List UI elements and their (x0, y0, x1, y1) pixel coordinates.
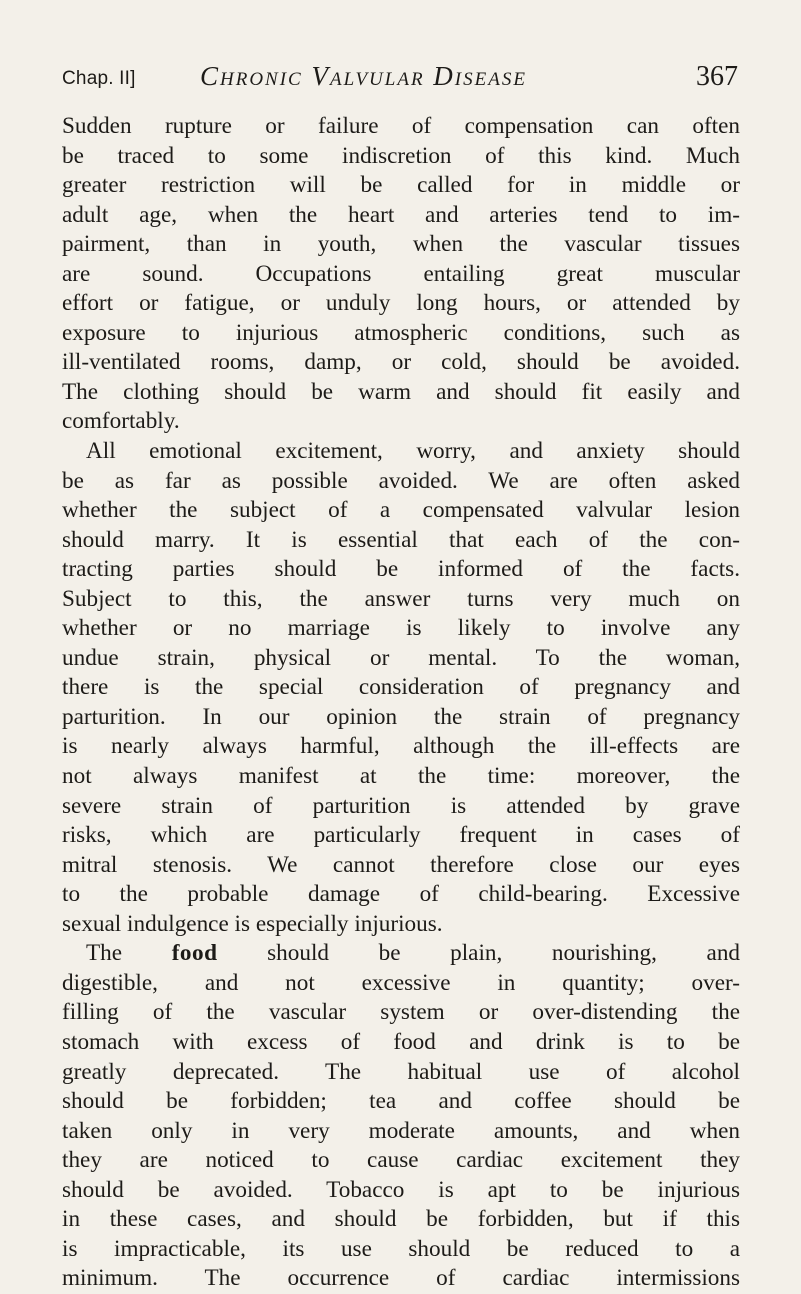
text-line: whether or no marriage is likely to involve any (62, 615, 740, 642)
chapter-label: Chap. II] (62, 68, 136, 89)
text-line: are sound. Occupations entailing great muscular (62, 260, 740, 287)
text-line: adult age, when the heart and arteries tend to im- (62, 201, 740, 228)
text-line: be as far as possible avoided. We are often asked (62, 467, 740, 494)
text-line: exposure to injurious atmospheric conditions, such as (62, 319, 740, 346)
text-line: pairment, than in youth, when the vascular tissues (62, 231, 740, 258)
text-line: to the probable damage of child-bearing. Excessive (62, 881, 740, 908)
text-line: stomach with excess of food and drink is to be (62, 1028, 740, 1055)
text-line: undue strain, physical or mental. To the woman, (62, 644, 740, 671)
food-lead: The (86, 940, 123, 967)
text-line: should be forbidden; tea and coffee should be (62, 1088, 740, 1115)
text-line: comfortably. (62, 408, 180, 435)
text-line: mitral stenosis. We cannot therefore close our eyes (62, 851, 740, 878)
text-line: should marry. It is essential that each of the con- (62, 526, 740, 553)
body-text (62, 112, 740, 1294)
text-line: they are noticed to cause cardiac excitement they (62, 1147, 740, 1174)
page-number: 367 (696, 61, 738, 92)
text-line: ill-ventilated rooms, damp, or cold, should be avoided. (62, 349, 740, 376)
food-first-rest: should be plain, nourishing, and (267, 940, 741, 967)
text-line: there is the special consideration of pregnancy and (62, 674, 740, 701)
running-title: Chronic Valvular Disease (200, 61, 527, 91)
text-line: sexual indulgence is especially injurious. (62, 910, 443, 937)
text-line: minimum. The occurrence of cardiac intermissions (62, 1265, 740, 1292)
text-line: greatly deprecated. The habitual use of alcohol (62, 1058, 740, 1085)
text-line: The clothing should be warm and should fit easily and (62, 378, 740, 405)
text-line: not always manifest at the time: moreover, the (62, 763, 740, 790)
text-line: All emotional excitement, worry, and anxiety should (86, 438, 740, 465)
text-line: whether the subject of a compensated valvular lesion (62, 497, 740, 524)
text-line: severe strain of parturition is attended by grave (62, 792, 740, 819)
text-line: be traced to some indiscretion of this kind. Much (62, 142, 740, 169)
text-line: filling of the vascular system or over-distending the (62, 999, 740, 1026)
text-line: tracting parties should be informed of the facts. (62, 556, 740, 583)
food-paragraph-first-line (62, 939, 740, 969)
text-line: is impracticable, its use should be reduced to a (62, 1235, 740, 1262)
running-head (62, 60, 742, 96)
text-line: effort or fatigue, or unduly long hours, or attended by (62, 290, 740, 317)
text-line: Sudden rupture or failure of compensation can often (62, 113, 740, 139)
text-line: digestible, and not excessive in quantity; over- (62, 969, 740, 996)
text-line: is nearly always harmful, although the ill-effects are (62, 733, 740, 760)
text-line: taken only in very moderate amounts, and when (62, 1117, 740, 1144)
text-line: parturition. In our opinion the strain of pregnancy (62, 703, 740, 730)
text-line: greater restriction will be called for in middle or (62, 172, 740, 199)
text-line: in these cases, and should be forbidden, but if this (62, 1206, 740, 1233)
text-line: should be avoided. Tobacco is apt to be injurious (62, 1176, 740, 1203)
food-keyword: food (171, 940, 218, 967)
text-line: risks, which are particularly frequent in cases of (62, 822, 740, 849)
text-line: Subject to this, the answer turns very much on (62, 585, 740, 612)
